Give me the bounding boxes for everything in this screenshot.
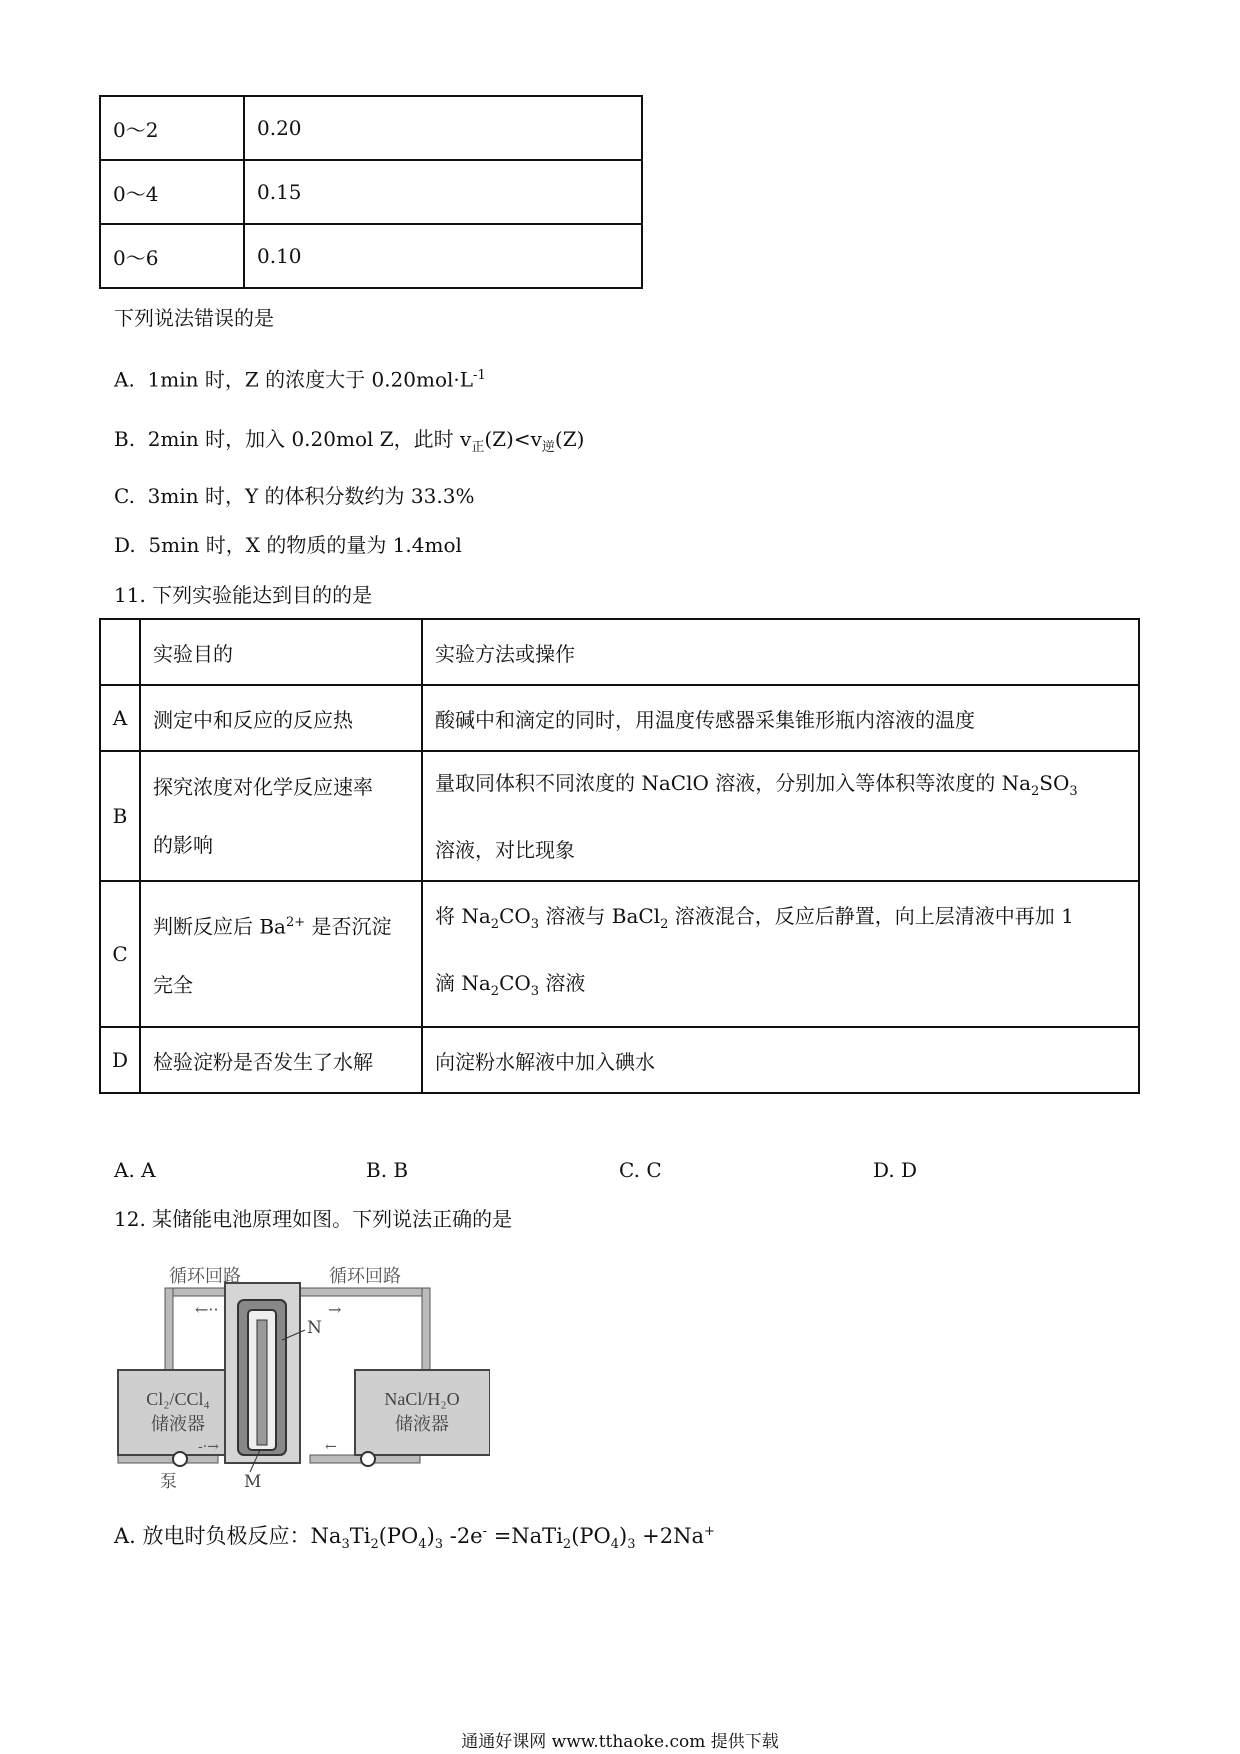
- row-method: 量取同体积不同浓度的 NaClO 溶液，分别加入等体积等浓度的 $Na_2SO_3$ 溶液，对比现象: [422, 751, 1139, 881]
- q10-option-a: A. 1min 时，Z 的浓度大于 $0.20mol\cdot L^{-1}$: [114, 367, 486, 392]
- q10-option-b: B. 2min 时，加入 0.20mol Z，此时 $v_正(Z)<v_逆(Z)$: [114, 427, 585, 455]
- pump-left-icon: [173, 1452, 187, 1466]
- row-method: 向淀粉水解液中加入碘水: [422, 1027, 1139, 1093]
- label-n: N: [307, 1318, 322, 1338]
- q10-stem: 下列说法错误的是: [114, 306, 274, 330]
- table-row: [100, 96, 642, 160]
- right-tank-label-1: NaCl/H₂O: [384, 1389, 460, 1409]
- rate-cell: 0.20: [244, 96, 642, 160]
- row-key: B: [100, 751, 140, 881]
- answer-c: C. C: [619, 1158, 662, 1182]
- rate-cell: 0.10: [244, 224, 642, 288]
- table-row: [100, 1027, 1139, 1093]
- q11-stem: 11. 下列实验能达到目的的是: [114, 583, 373, 607]
- q12-option-a: A. 放电时负极反应：$Na_3Ti_2(PO_4)_3$ $-2e^- =NaTi_2(PO_4)_3 +2Na^+$: [114, 1524, 715, 1553]
- time-cell: 0～4: [100, 160, 244, 224]
- row-method: 酸碱中和滴定的同时，用温度传感器采集锥形瓶内溶液的温度: [422, 685, 1139, 751]
- q12-stem: 12. 某储能电池原理如图。下列说法正确的是: [114, 1207, 513, 1231]
- loop-right-label: 循环回路: [329, 1266, 401, 1287]
- right-tank-label-2: 储液器: [395, 1414, 449, 1434]
- row-method: 将 $Na_2CO_3$ 溶液与 BaCl$_2$ 溶液混合，反应后静置，向上层清液中再加 1 滴 $Na_2CO_3$ 溶液: [422, 881, 1139, 1027]
- answer-a: A. A: [114, 1158, 156, 1182]
- label-m: M: [244, 1472, 262, 1490]
- rate-cell: 0.15: [244, 160, 642, 224]
- time-cell: 0～6: [100, 224, 244, 288]
- left-tank-label-1: Cl₂/CCl₄: [146, 1389, 210, 1409]
- answer-d: D. D: [873, 1158, 918, 1182]
- flow-arrow-back-icon: ←: [325, 1439, 337, 1455]
- pump-right-icon: [361, 1452, 375, 1466]
- loop-left-label: 循环回路: [169, 1266, 241, 1287]
- row-key: A: [100, 685, 140, 751]
- table-header-row: [100, 619, 1139, 685]
- header-method: 实验方法或操作: [422, 619, 1139, 685]
- row-purpose: 检验淀粉是否发生了水解: [140, 1027, 422, 1093]
- arrow-right-icon: →: [328, 1300, 342, 1319]
- row-key: D: [100, 1027, 140, 1093]
- right-tank: [355, 1370, 490, 1455]
- table-row: [100, 160, 642, 224]
- header-key-cell: [100, 619, 140, 685]
- header-purpose: 实验目的: [140, 619, 422, 685]
- table-row: [100, 751, 1139, 881]
- rate-table: [99, 95, 643, 289]
- row-key: C: [100, 881, 140, 1027]
- row-purpose: 测定中和反应的反应热: [140, 685, 422, 751]
- time-cell: 0～2: [100, 96, 244, 160]
- battery-diagram: [110, 1265, 490, 1490]
- left-tank: [118, 1370, 238, 1455]
- label-pump: 泵: [160, 1472, 177, 1490]
- left-tank-label-2: 储液器: [151, 1414, 205, 1434]
- row-purpose: 判断反应后 $Ba^{2+}$ 是否沉淀 完全: [140, 881, 422, 1027]
- arrow-left-icon: ←··: [195, 1300, 219, 1319]
- table-row: [100, 224, 642, 288]
- flow-arrow-icon: -·→: [198, 1439, 219, 1455]
- page-footer: 通通好课网 www.tthaoke.com 提供下载: [461, 1732, 779, 1752]
- table-row: [100, 685, 1139, 751]
- q10-option-c: C. 3min 时，Y 的体积分数约为 33.3%: [114, 484, 475, 508]
- row-purpose: 探究浓度对化学反应速率 的影响: [140, 751, 422, 881]
- experiment-table: [99, 618, 1140, 1094]
- answer-b: B. B: [366, 1158, 409, 1182]
- q10-option-d: D. 5min 时，X 的物质的量为 1.4mol: [114, 533, 462, 557]
- table-row: [100, 881, 1139, 1027]
